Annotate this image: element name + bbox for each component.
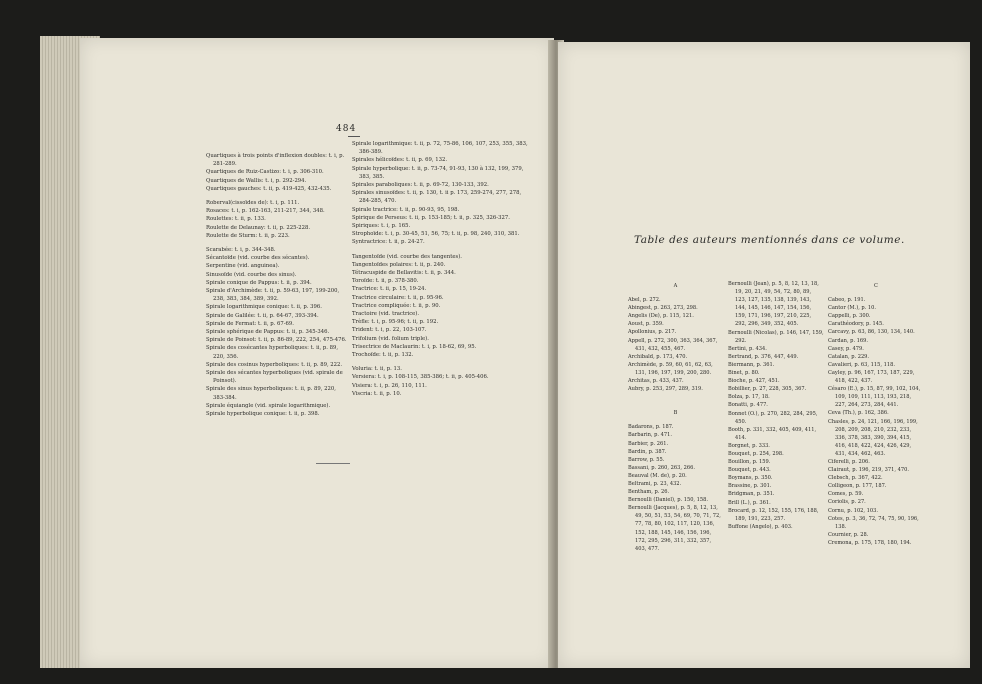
book-scan: [40, 28, 970, 668]
index-entry: Spirale des sinus hyperboliques: t. ii, p. 89, 220, 383-384.: [206, 386, 336, 401]
index-entry: Tangentoïdes polaires: t. ii, p. 240.: [352, 261, 446, 268]
index-entry: Cayley, p. 96, 167, 173, 187, 229, 418, 422, 437.: [828, 369, 915, 385]
authors-column-3: [828, 280, 924, 547]
index-entry: Trisectrice de Maclaurin: t. i, p. 18-62, 69, 95.: [352, 343, 477, 350]
index-entry: Boymans, p. 350.: [728, 475, 773, 482]
index-entry: Trochoïde: t. ii, p. 132.: [352, 352, 414, 359]
index-entry: Rosaces: t. i, p. 162-163, 211-217, 344, 348.: [206, 208, 325, 215]
end-rule: [316, 463, 350, 464]
index-entry: Bertrand, p. 376, 447, 449.: [728, 353, 799, 360]
index-entry: Angelis (De), p. 115, 121.: [628, 313, 694, 320]
index-entry: Tractrice circulaire: t. ii, p. 95-96.: [352, 294, 444, 301]
index-entry: Bernoulli (Daniel), p. 150, 158.: [628, 497, 709, 504]
index-entry: Trèfle: t. i, p. 95-96; t. ii, p. 192.: [352, 319, 439, 326]
index-entry: Catalan, p. 229.: [828, 353, 870, 360]
index-entry: Biermann, p. 361.: [728, 361, 775, 368]
index-entry: Colligeon, p. 177, 187.: [828, 483, 887, 490]
index-entry: Archibald, p. 173, 470.: [628, 353, 688, 360]
index-entry: Spirale logarithmique: t. ii, p. 72, 75-86, 106, 107, 253, 355, 383, 386-389.: [352, 141, 528, 156]
index-entry: Spirales hélicoïdes: t. ii, p. 69, 132.: [352, 157, 448, 164]
index-entry: Bouillon, p. 159.: [728, 459, 771, 466]
index-entry: Bonatti, p. 477.: [728, 402, 768, 409]
index-entry: Spirique de Perseus: t. ii, p. 153-185; t. ii, p. 325, 326-327.: [352, 214, 510, 221]
index-entry: Quartiques à trois points d'inflexion doubles: t. i, p. 281-289.: [206, 153, 345, 168]
index-entry: Abel, p. 272.: [628, 297, 661, 304]
index-entry: Cremona, p. 175, 178, 180, 194.: [828, 539, 912, 546]
index-entry: Spirales sinusoïdes: t. ii, p. 130, t. ii p. 173, 259-274, 277, 278, 284-285, 470.: [352, 190, 522, 205]
index-entry: Comes, p. 59.: [828, 491, 864, 498]
index-entry: Spirale sphérique de Pappus: t. ii, p. 345-346.: [206, 329, 330, 336]
index-entry: Cantor (M.), p. 10.: [828, 305, 877, 312]
index-entry: Quartiques de Wallis: t. i, p. 292-294.: [206, 177, 307, 184]
index-entry: Barbarin, p. 471.: [628, 432, 672, 439]
index-entry: Brocard, p. 12, 152, 155, 176, 188, 189, 191, 223, 257.: [728, 507, 819, 522]
index-entry: Tétracuspide de Bellavitis: t. ii, p. 344.: [352, 270, 456, 277]
left-index-column-1: [206, 152, 348, 418]
index-entry: Ceva (Th.), p. 162, 386.: [828, 410, 889, 417]
index-entry: Booth, p. 331, 332, 405, 409, 411, 414.: [728, 426, 817, 441]
index-entry: Spirale de Galilée: t. ii, p. 64-67, 393-394.: [206, 312, 319, 319]
index-entry: Spirale hyperbolique: t. ii, p. 73-74, 91-93, 130 à 132, 199, 379, 383, 385.: [352, 165, 524, 180]
index-entry: Ciferelli, p. 206.: [828, 458, 870, 465]
index-entry: Strophoïde: t. i, p. 30-45, 51, 56, 75; t. ii, p. 98, 240, 310, 381.: [352, 231, 520, 238]
left-index-column-2: [352, 140, 528, 398]
index-entry: Viscria: t. ii, p. 10.: [352, 390, 402, 397]
index-entry: Bernoulli (Jacques), p. 5, 8, 12, 13, 49, 50, 51, 53, 54, 69, 70, 71, 72, 77, 78, 80, 102, 117, 120, 136, 152, 188, 145, 146, 156, 196, 172, 295, 296, 311, 332, 357, 403, 477.: [628, 505, 721, 552]
letter-heading-a: A: [673, 283, 678, 289]
index-entry: Cardan, p. 169.: [828, 337, 869, 344]
index-entry: Barrow, p. 55.: [628, 456, 665, 463]
index-entry: Bobillier, p. 27, 228, 305, 367.: [728, 386, 807, 393]
index-entry: Bonnet (O.), p. 270, 282, 284, 295, 450.: [728, 410, 818, 425]
index-entry: Abingest, p. 263, 273, 298.: [628, 305, 698, 312]
authors-column-1: [628, 280, 723, 553]
index-entry: Aubry, p. 253, 297, 289, 319.: [628, 386, 703, 393]
index-entry: Bolza, p. 17, 18.: [728, 394, 770, 401]
index-entry: Archimède, p. 59, 60, 61, 62, 63, 131, 196, 197, 199, 200, 280.: [628, 361, 713, 376]
index-entry: Spiriques: t. i, p. 165.: [352, 223, 411, 230]
index-entry: Cappelli, p. 300.: [828, 313, 871, 320]
index-entry: Spirale de Poinsot: t. ii, p. 86-89, 222, 254, 475-476.: [206, 337, 347, 344]
index-entry: Serpentine (vid. anguinea).: [206, 263, 280, 270]
index-entry: Brill (L.), p. 361.: [728, 499, 771, 506]
index-entry: Cournier, p. 28.: [828, 531, 869, 538]
index-entry: Tractrice compliquée: t. ii, p. 90.: [352, 302, 441, 309]
index-entry: Roulette de Sturm: t. ii, p. 223.: [206, 232, 290, 239]
index-entry: Roulette de Delaunay: t. ii, p. 225-228.: [206, 224, 311, 231]
index-entry: Casey, p. 479.: [828, 345, 864, 352]
index-entry: Visiera: t. i, p. 26, 110, 111.: [352, 382, 427, 389]
index-entry: Bouquet, p. 443.: [728, 467, 771, 474]
index-entry: Beauval (M. de), p. 20.: [628, 472, 687, 479]
page-number-rule: [348, 136, 360, 137]
index-entry: Spirale équiangle (vid. spirale logarithmique).: [206, 402, 331, 409]
index-entry: Cornu, p. 102, 103.: [828, 507, 878, 514]
authors-column-2: [728, 280, 824, 531]
index-entry: Spirale de Fermat: t. ii, p. 67-69.: [206, 320, 294, 327]
index-entry: Spirale hyperbolique conique: t. ii, p. 398.: [206, 411, 320, 418]
index-entry: Spirale des cosinus hyperboliques: t. ii, p. 89, 222.: [206, 361, 343, 368]
letter-heading-b: B: [673, 410, 678, 417]
index-entry: Quartiques de Ruiz-Castizo: t. i, p. 306-310.: [206, 169, 324, 176]
index-entry: Quartiques gauches: t. ii, p. 419-425, 432-435.: [206, 185, 332, 192]
index-entry: Scarabée: t. i, p. 344-348.: [206, 247, 276, 254]
index-entry: Carcavy, p. 63, 86, 130, 134, 140.: [828, 329, 915, 336]
index-entry: Spirales paraboliques: t. ii, p. 69-72, 130-133, 392.: [352, 182, 489, 189]
index-entry: Coriolis, p. 27.: [828, 499, 866, 506]
index-entry: Cavalieri, p. 63, 115, 118.: [828, 361, 895, 368]
right-page: [558, 42, 970, 668]
letter-heading-c: C: [874, 283, 878, 289]
index-entry: Spirale des cosécantes hyperboliques: t. ii, p. 89, 220, 356.: [206, 345, 339, 360]
index-entry: Clebsch, p. 367, 422.: [828, 475, 883, 482]
index-entry: Cotes, p. 3, 36, 72, 74, 75, 90, 196, 138.: [828, 515, 919, 530]
index-entry: Spirale des sécantes hyperboliques (vid. spirale de Poinsot).: [206, 370, 343, 385]
index-entry: Roberval(cissoïdes de): t. i, p. 111.: [206, 200, 300, 207]
index-entry: Borgnet, p. 333.: [728, 442, 770, 449]
index-entry: Bentham, p. 26.: [628, 489, 670, 496]
index-entry: Césaro (E.), p. 15, 87, 99, 102, 104, 109, 109, 111, 113, 193, 218, 227, 264, 273, 284, 441.: [828, 386, 921, 409]
index-entry: Tractoire (vid. tractrice).: [352, 311, 420, 318]
index-entry: Roulettes: t. ii, p. 133.: [206, 216, 266, 223]
index-entry: Bouquet, p. 254, 298.: [728, 450, 784, 457]
left-page: [80, 38, 554, 668]
index-entry: Bernoulli (Nicolas), p. 146, 147, 159, 292.: [728, 329, 824, 344]
index-entry: Bioche, p. 427, 451.: [728, 378, 780, 385]
index-entry: Cabeo, p. 191.: [828, 297, 866, 304]
index-entry: Syntractrice: t. ii, p. 24-27.: [352, 239, 425, 246]
index-entry: Beltrami, p. 23, 432.: [628, 480, 682, 487]
index-entry: Chasles, p. 24, 121, 166, 196, 199, 208, 209, 208, 210, 232, 233, 336, 378, 383, 390, 394, 415, 416, 418, 422, 424, 426, 429, 431, 434, 462, 463.: [828, 418, 918, 457]
index-entry: Appell, p. 272, 300, 363, 364, 367, 431, 432, 455, 467.: [628, 337, 718, 352]
index-entry: Buffone (Angelo), p. 403.: [728, 523, 793, 530]
index-entry: Badarons, p. 187.: [628, 424, 674, 431]
index-entry: Spirale tractrice: t. ii, p. 90-93, 95, 198.: [352, 206, 460, 213]
index-entry: Bassani, p. 260, 263, 266.: [628, 464, 695, 471]
index-entry: Carathéodory, p. 145.: [828, 321, 884, 328]
index-entry: Clairaut, p. 196, 219, 371, 470.: [828, 467, 909, 474]
index-entry: Tractrice: t. ii, p. 15, 19-24.: [352, 286, 427, 293]
page-number: 484: [336, 124, 357, 134]
authors-table-title: Table des auteurs mentionnés dans ce volume.: [634, 234, 905, 246]
index-entry: Bardin, p. 387.: [628, 448, 667, 455]
index-entry: Bertini, p. 434.: [728, 345, 767, 352]
index-entry: Aoust, p. 359.: [628, 321, 664, 328]
index-entry: Bridgman, p. 351.: [728, 491, 775, 498]
index-entry: Architas, p. 433, 437.: [628, 378, 684, 385]
index-entry: Toroïde: t. ii, p. 378-380.: [352, 278, 419, 285]
index-entry: Spirale d'Archimède: t. ii, p. 59-63, 197, 199-200, 238, 383, 384, 389, 392.: [206, 288, 340, 303]
index-entry: Voluria: t. ii, p. 13.: [352, 366, 402, 373]
index-entry: Binet, p. 80.: [728, 370, 760, 377]
index-entry: Sécantoïde (vid. courbe des sécantes).: [206, 255, 310, 262]
index-entry: Spirale logarithmique conique: t. ii, p. 396.: [206, 304, 322, 311]
index-entry: Barbier, p. 261.: [628, 440, 669, 447]
index-entry: Versiera: t. i, p. 108-115, 385-386; t. ii, p. 405-406.: [352, 374, 489, 381]
index-entry: Spirale conique de Pappus: t. ii, p. 394.: [206, 279, 312, 286]
index-entry: Tangentoïde (vid. courbe des tangentes).: [352, 253, 462, 260]
index-entry: Brassine, p. 301.: [728, 483, 772, 490]
index-entry: Sinusoïde (vid. courbe des sinus).: [206, 271, 297, 278]
index-entry: Apollonius, p. 217.: [628, 329, 677, 336]
index-entry: Bernoulli (Jean), p. 5, 8, 12, 13, 18, 19, 20, 21, 49, 54, 72, 80, 89, 123, 127, 135, 138, 139, 143, 144, 145, 146, 147, 154, 156, 159, 171, 196, 197, 210, 225, 292, 296, 349, 352, 405.: [728, 281, 819, 328]
index-entry: Trident: t. i, p. 22, 103-107.: [352, 327, 427, 334]
index-entry: Trifolium (vid. folium triple).: [352, 335, 429, 342]
